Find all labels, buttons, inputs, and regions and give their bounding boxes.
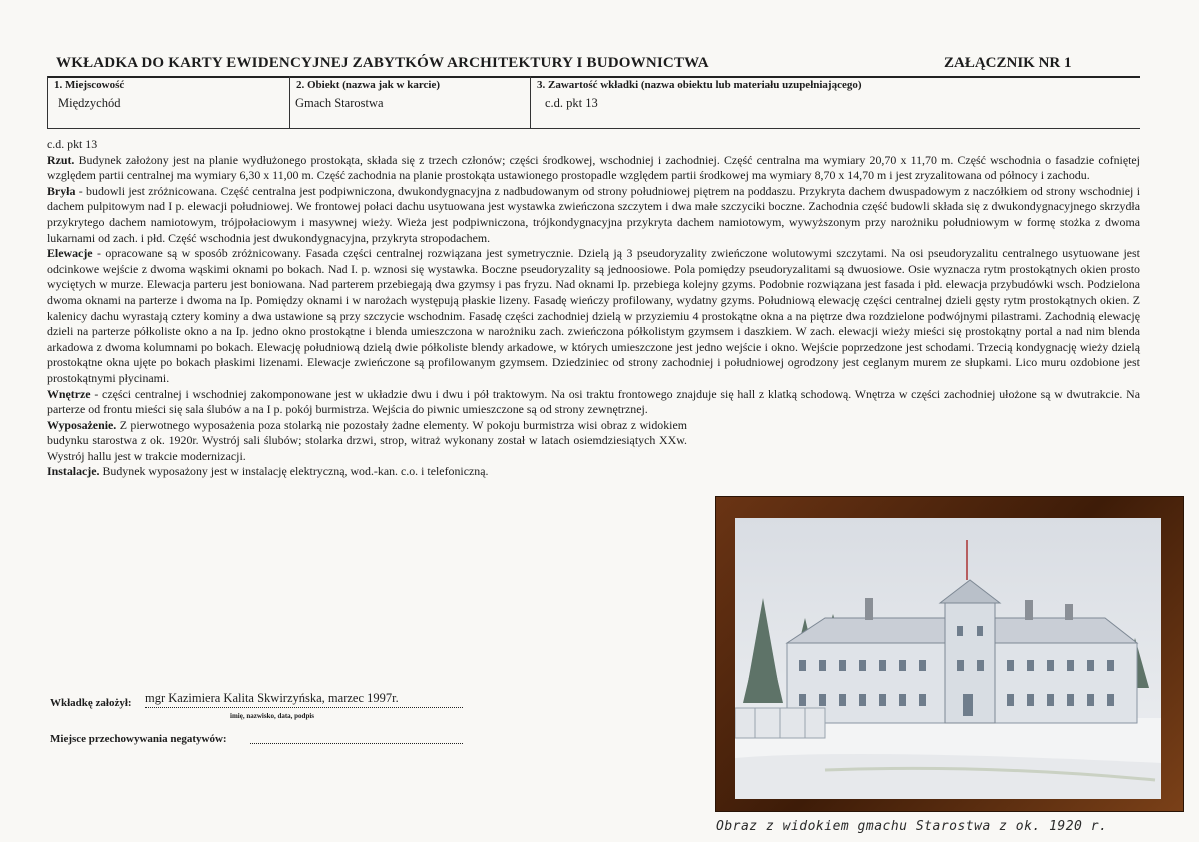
section-text: - opracowane są w sposób zróżnicowany. Fasada części centralnej rozwiązana jest symetrycznie. Dzielą ją 3 pseudoryzality zwieńczone wolutowymi szczytami. Na osi pseudoryzalitu centralnego usytuowane jest odcinkowe wejście z dwoma wąskimi oknami po bokach. Nad I. p. wznosi się wystawka. Boczne pseudoryzality są jednoosiowe. Pola pomiędzy pseudoryzalitami są dwuosiowe. Osie wyznacza rytm prostokątnych okien prosto wyciętych w murze. Elewacja parteru jest boniowana. Nad parterem przebiegają dwa gzymsy i pas fryzu. Nad oknami Ip. przebiega kolejny gzyms. Podobnie rozwiązana jest fasada i płd. elewacja przybudówki wsch. Podzielona dwoma oknami na parterze i dwoma na Ip. Pomiędzy oknami i w narożach występują płaskie lizeny. Fasadę wieńczy profilowany, wydatny gzyms. Południową elewację części centralnej dzieli gęsty rytm prostokątnych okien. Z kalenicy dachu wyrastają cztery kominy a dwa ustawione są przy szczycie wschodnim. Fasadę części zachodniej dzielą w przyziemiu 4 prostokątne okna a na piętrze dwa rozdzielone podwójnymi pilastrami. Zachodnią elewację dzieli na parterze półkoliste okno a na Ip. jedno okno prostokątne i blenda umieszczona w narożniku zach. zwieńczona półkolistym gzymsem i daszkiem. W zach. elewacji wieży mieści się prostokątny portal a nad nim blenda arkadowa z dwoma kolumnami po bokach. Elewację południową dzielą dwie półkoliste blendy arkadowe, w których umieszczone jest jedno wejście i okno. Wejście poprzedzone jest schodami. Trzecią kondygnację wieży dzielą prostokątne okna ujęte po bokach płaskimi lizenami. Elewacje zwieńczone są profilowanym gzymsem. Dziedziniec od strony zachodniej i południowej ogrodzony jest ceglanym murem ze słupkami. Lico muru ozdobione jest prostokątnymi płycinami. (47, 246, 1140, 385)
intro-line: c.d. pkt 13 (47, 137, 98, 151)
section-heading: Wyposażenie. (47, 417, 117, 432)
section-text: - części centralnej i wschodniej zakomponowane jest w układzie dwu i dwu i pół traktowym. Na osi traktu frontowego znajduje się hall z klatką schodową. Wnętrza w części zachodniej ułożone są w dwutrakcie. Na parterze od frontu mieści się sala ślubów a na I p. pokój burmistrza. Wejścia do piwnic umieszczone są od strony zewnętrznej. (47, 386, 1140, 417)
section-plan (47, 153, 1140, 184)
section-heading: Rzut. (47, 152, 75, 167)
section-heading: Bryła (47, 183, 76, 198)
header-fields (47, 76, 1140, 129)
painting-building-illustration (735, 518, 1161, 799)
field-value: Gmach Starostwa (295, 96, 384, 110)
section-furnishing (47, 418, 687, 465)
document-title: WKŁADKA DO KARTY EWIDENCYJNEJ ZABYTKÓW ARCHITEKTURY I BUDOWNICTWA (56, 55, 709, 71)
field-value: c.d. pkt 13 (545, 96, 598, 110)
signature-label: Wkładkę założył: (50, 697, 132, 709)
field-label: 2. Obiekt (nazwa jak w karcie) (296, 79, 441, 91)
section-installations (47, 464, 1140, 480)
field-object (290, 76, 531, 128)
negatives-dotted-line (250, 743, 463, 744)
annex-label: ZAŁĄCZNIK NR 1 (944, 55, 1072, 71)
description-body (47, 137, 1140, 480)
section-massing (47, 184, 1140, 246)
painting-photo (735, 518, 1161, 799)
photo-caption: Obraz z widokiem gmachu Starostwa z ok. 1920 r. (716, 819, 1108, 834)
field-contents (531, 76, 1140, 128)
section-text: Budynek wyposażony jest w instalację elektryczną, wod.-kan. c.o. i telefoniczną. (99, 464, 489, 479)
section-text: - budowli jest zróżnicowana. Część centralna jest podpiwniczona, dwukondygnacyjna z nadbudowanym od strony południowej piętrem na poddaszu. Przykryta dachem dwuspadowym z naczółkiem od strony wschodniej i dachem pulpitowym nad I p. elewacji południowej. We frontowej połaci dachu usytuowana jest wystawka zwieńczona szczytem i dwa małe szczyciki boczne. Zachodnia część budowli składa się z dwukondygnacyjnego skrzydła przykrytego dachem namiotowym, trójpołaciowym i masywnej wieży. Wieża jest podpiwniczona, trójkondygnacyjna przykryta dachem namiotowym, wywyższonym przy narożniku południowym w formę stożka z dwoma lukarnami od zach. i płd. Część wschodnia jest dwukondygnacyjna, przykryta stropodachem. (47, 183, 1140, 245)
field-label: 1. Miejscowość (54, 79, 125, 91)
signature-hint: imię, nazwisko, data, podpis (230, 712, 315, 720)
painting-photo-frame (716, 497, 1183, 811)
signature-value: mgr Kazimiera Kalita Skwirzyńska, marzec 1997r. (145, 691, 399, 705)
section-text: Z pierwotnego wyposażenia poza stolarką nie pozostały żadne elementy. W pokoju burmistrza wisi obraz z widokiem budynku starostwa z ok. 1920r. Wystrój sali ślubów; stolarka drzwi, strop, witraż wykonany został w latach osiemdziesiątych XXw. Wystrój hallu jest w trakcie modernizacji. (47, 417, 687, 463)
section-elevations (47, 246, 1140, 386)
section-heading: Elewacje (47, 246, 93, 261)
field-locality (47, 76, 290, 128)
section-interior (47, 387, 1140, 418)
signature-dotted-line (145, 707, 463, 708)
section-heading: Instalacje. (47, 464, 100, 479)
field-value: Międzychód (58, 96, 121, 110)
section-text: Budynek założony jest na planie wydłużonego prostokąta, składa się z trzech członów; części środkowej, wschodniej i zachodniej. Część centralna ma wymiary 20,70 x 11,70 m. Część wschodnia o fasadzie cofniętej względem partii centralnej ma wymiary 6,30 x 11,00 m. Część zachodnia na planie prostokąta ustawionego prostopadle względem partii środkowej ma wymiary 8,70 x 14,70 m i jest zryzalitowana od północy i zachodu. (47, 152, 1140, 183)
negatives-label: Miejsce przechowywania negatywów: (50, 733, 227, 745)
section-heading: Wnętrze (47, 386, 91, 401)
field-label: 3. Zawartość wkładki (nazwa obiektu lub materiału uzupełniającego) (537, 79, 862, 91)
